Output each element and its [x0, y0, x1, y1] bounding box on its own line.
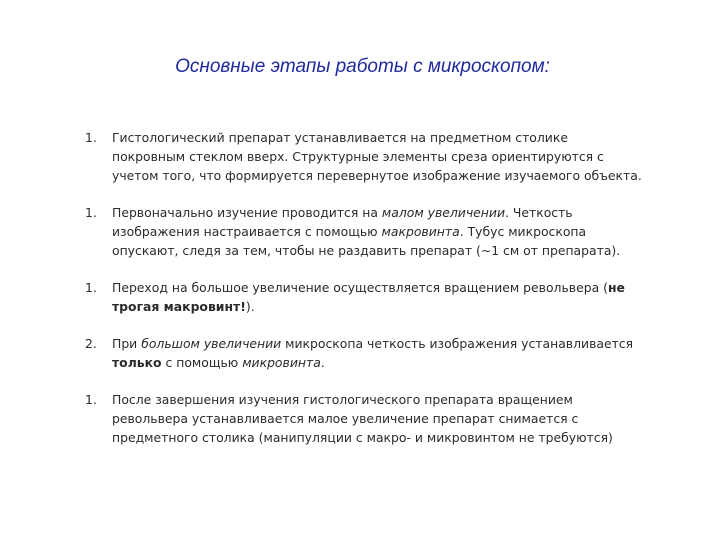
item-number: 1. — [85, 280, 97, 295]
emphasis-macro-screw: макровинта — [381, 224, 460, 239]
item-number: 1. — [85, 130, 97, 145]
emphasis-micro-screw: микровинта — [242, 355, 321, 370]
item-text: Гистологический препарат устанавливается на предметном столике покровным стеклом вверх. Структурные элементы среза ориентируются с учетом того, что формируется перевернутое изображение изучаемого объекта. — [112, 130, 642, 183]
item-text: При большом увеличении микроскопа четкость изображения устанавливается только с помощью микровинта. — [112, 336, 634, 370]
bold-only: только — [112, 355, 162, 370]
list-item — [85, 334, 645, 372]
item-text: Первоначально изучение проводится на малом увеличении. Четкость изображения настраивается с помощью макровинта. Тубус микроскопа опускают, следя за тем, чтобы не раздавить препарат (~1 см от препарата). — [112, 205, 621, 258]
item-text: Переход на большое увеличение осуществляется вращением револьвера (не трогая макровинт!). — [112, 280, 625, 314]
emphasis-high-magnification: большом увеличении — [141, 336, 282, 351]
item-number: 1. — [85, 392, 97, 407]
slide-title: Основные этапы работы с микроскопом: — [175, 56, 550, 77]
list-item — [85, 278, 645, 316]
list-item — [85, 390, 645, 447]
bold-warning: не трогая макровинт! — [112, 280, 625, 314]
list-item — [85, 203, 645, 260]
item-text: После завершения изучения гистологического препарата вращением револьвера устанавливается малое увеличение препарат снимается с предметного столика (манипуляции с макро- и микровинтом не требуются) — [112, 392, 613, 445]
item-number: 2. — [85, 336, 97, 351]
list-item — [85, 128, 645, 185]
emphasis-low-magnification: малом увеличении — [381, 205, 505, 220]
steps-list — [85, 128, 645, 465]
item-number: 1. — [85, 205, 97, 220]
